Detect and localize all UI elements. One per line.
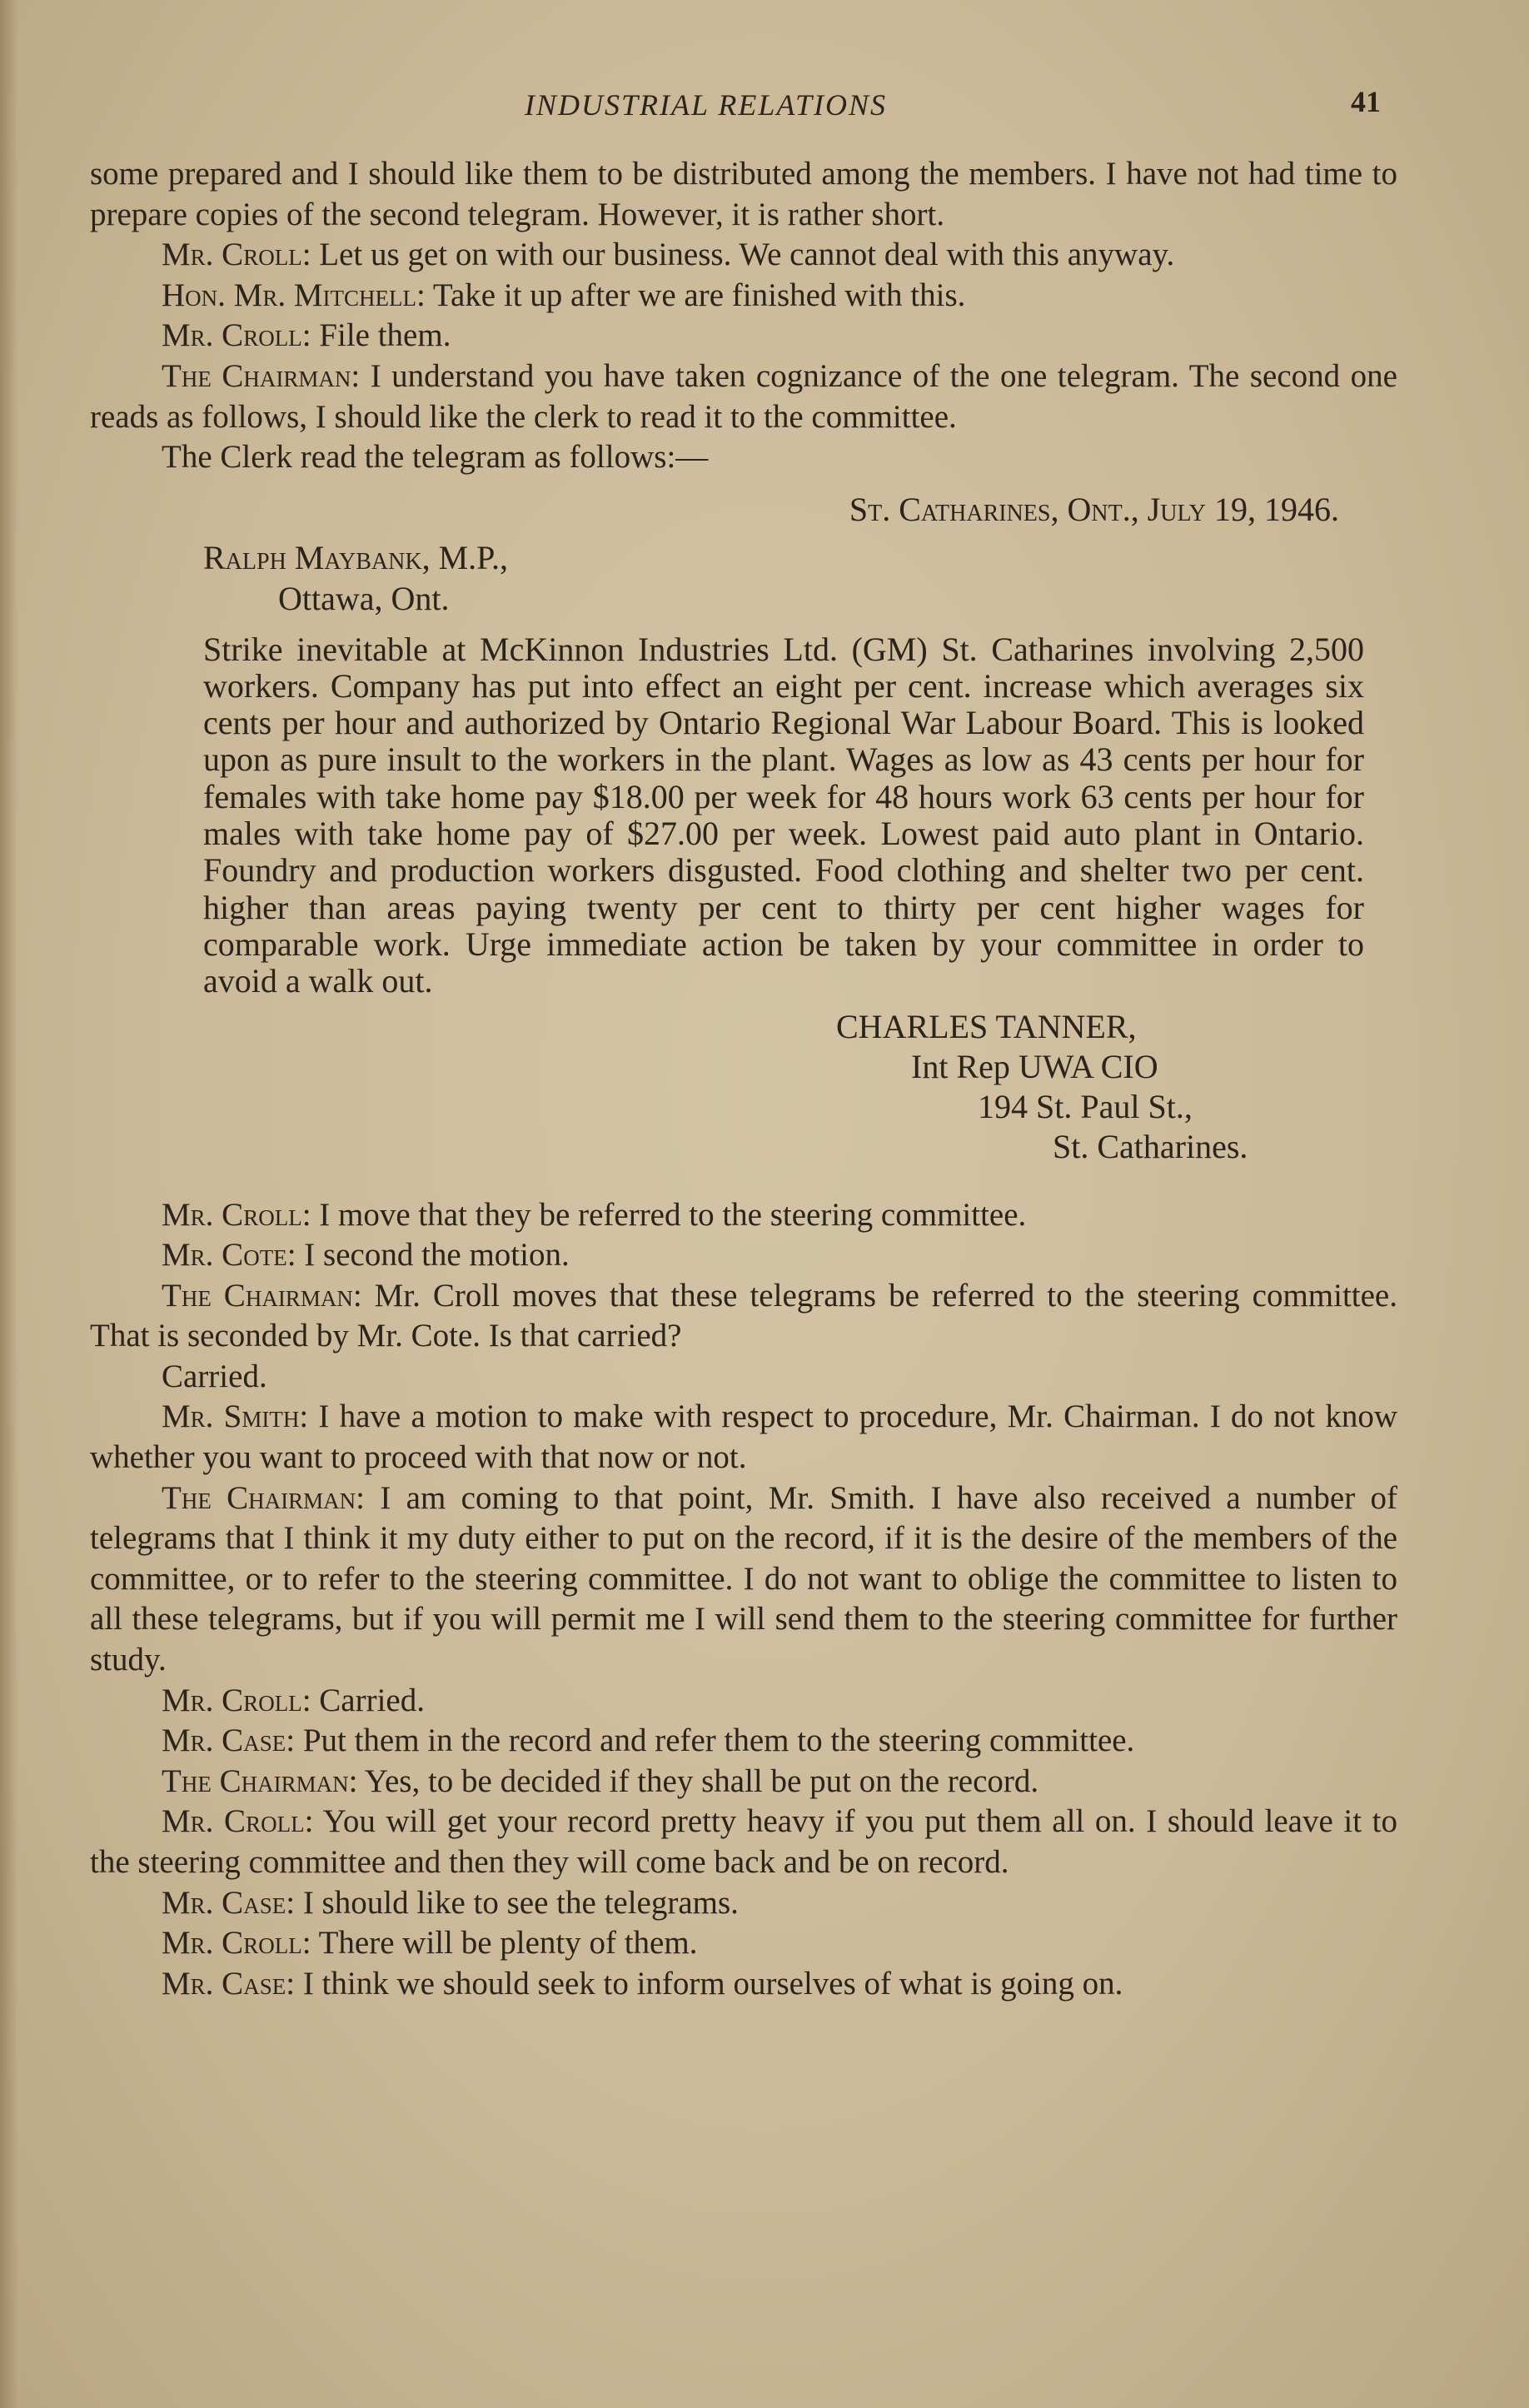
speech-paragraph: Mr. Croll: File them.: [162, 317, 451, 354]
page-header: [0, 87, 1529, 137]
page-number: 41: [1351, 85, 1381, 118]
signature-city: St. Catharines.: [1053, 1127, 1248, 1165]
speech-text: Put them in the record and refer them to the steering committee.: [302, 1722, 1135, 1759]
speech-text: Mr. Croll moves that these telegrams be referred to the steering committee. That is seconded by Mr. Cote. Is that carried?: [90, 1277, 1397, 1354]
telegram-address: [203, 538, 1364, 619]
speech-paragraph: Mr. Croll: There will be plenty of them.: [162, 1925, 698, 1962]
speaker-name: The Chairman: [162, 1277, 353, 1314]
telegram-addressee: Ralph Maybank, M.P.,: [203, 539, 508, 577]
speaker-name: Mr. Croll: [162, 1925, 302, 1962]
speech-text: Yes, to be decided if they shall be put on the record.: [364, 1762, 1039, 1799]
speech-text: Carried.: [319, 1682, 425, 1718]
speech-text: I am coming to that point, Mr. Smith. I have also received a number of telegrams that I think it my duty either to put on the record, if it is the desire of the members of the committee, or to refer to the steering committee. I do not want to oblige the committee to listen to all these telegrams, but if you will permit me I will send them to the steering committee for further study.: [90, 1479, 1398, 1678]
speaker-name: Mr. Cote: [162, 1237, 287, 1274]
speech-paragraph: The Chairman: Yes, to be decided if they shall be put on the record.: [162, 1762, 1039, 1799]
speech-text: I have a motion to make with respect to procedure, Mr. Chairman. I do not know whether you want to proceed with that now or not.: [90, 1398, 1397, 1476]
speech-text: There will be plenty of them.: [318, 1925, 698, 1962]
signature-title: Int Rep UWA CIO: [911, 1047, 1158, 1085]
narration-paragraph: Carried.: [162, 1358, 267, 1394]
telegram-block: [203, 538, 1364, 1166]
speech-paragraph: The Chairman: I am coming to that point, Mr. Smith. I have also received a number of telegrams that I think it my duty either to put on the record, if it is the desire of the members of the committee, or to refer to the steering committee. I do not want to oblige the committee to listen to all these telegrams, but if you will permit me I will send them to the steering committee for further study.: [90, 1479, 1398, 1678]
signature-street: 194 St. Paul St.,: [978, 1087, 1193, 1125]
speech-text: I should like to see the telegrams.: [302, 1884, 739, 1921]
speaker-name: The Chairman: [162, 1479, 356, 1516]
speaker-name: Mr. Croll: [162, 317, 302, 354]
paragraph-continuation: some prepared and I should like them to be distributed among the members. I have not had time to prepare copies of the second telegram. However, it is rather short.: [90, 156, 1397, 232]
speech-text: I move that they be referred to the steering committee.: [319, 1196, 1027, 1233]
speech-paragraph: The Chairman: Mr. Croll moves that these telegrams be referred to the steering committee. That is seconded by Mr. Cote. Is that carried?: [90, 1277, 1397, 1354]
speaker-name: Hon. Mr. Mitchell: [162, 277, 416, 313]
page-edge-shadow: [0, 0, 18, 2408]
speech-paragraph: Hon. Mr. Mitchell: Take it up after we are finished with this.: [162, 277, 966, 313]
speech-paragraph: The Chairman: I understand you have taken cognizance of the one telegram. The second one reads as follows, I should like the clerk to read it to the committee.: [90, 357, 1397, 435]
narration-paragraph: The Clerk read the telegram as follows:—: [162, 439, 709, 476]
speech-text: You will get your record pretty heavy if you put them all on. I should leave it to the steering committee and then they will come back and be on record.: [90, 1803, 1397, 1880]
speech-paragraph: Mr. Case: I think we should seek to inform ourselves of what is going on.: [162, 1965, 1123, 2002]
speech-text: I think we should seek to inform ourselves of what is going on.: [302, 1965, 1123, 2002]
speech-paragraph: Mr. Croll: I move that they be referred to the steering committee.: [162, 1196, 1027, 1233]
speech-paragraph: Mr. Case: Put them in the record and refer them to the steering committee.: [162, 1722, 1135, 1759]
speaker-name: Mr. Case: [162, 1884, 286, 1921]
speaker-name: Mr. Case: [162, 1965, 286, 2002]
speaker-name: The Chairman: [162, 1762, 349, 1799]
speaker-name: Mr. Croll: [162, 1196, 302, 1233]
speaker-name: Mr. Smith: [162, 1398, 300, 1435]
telegram-body: Strike inevitable at McKinnon Industries Ltd. (GM) St. Catharines involving 2,500 workers. Company has put into effect an eight per cent. increase which averages six cents per hour and authorized by Ontario Regional War Labour Board. This is looked upon as pure insult to the workers in the plant. Wages as low as 43 cents per hour for females with take home pay $18.00 per week for 48 hours work 63 cents per hour for males with take home pay of $27.00 per week. Lowest paid auto plant in Ontario. Foundry and production workers disgusted. Food clothing and shelter two per cent. higher than areas paying twenty per cent to thirty per cent higher wages for comparable work. Urge immediate action be taken by your committee in order to avoid a walk out.: [203, 630, 1364, 1000]
speaker-name: Mr. Croll: [162, 1803, 305, 1840]
telegram-address-city: Ottawa, Ont.: [278, 579, 450, 617]
speech-paragraph: Mr. Croll: Carried.: [162, 1682, 425, 1718]
speaker-name: Mr. Croll: [162, 237, 302, 273]
speech-paragraph: Mr. Croll: Let us get on with our business. We cannot deal with this anyway.: [162, 237, 1175, 273]
telegram-dateline: St. Catharines, Ont., July 19, 1946.: [849, 490, 1339, 528]
speaker-name: Mr. Croll: [162, 1682, 302, 1718]
page-body: [90, 154, 1397, 2004]
speaker-name: Mr. Case: [162, 1722, 286, 1759]
speech-text: I second the motion.: [304, 1237, 570, 1274]
telegram-signature: [203, 1007, 1364, 1167]
speaker-name: The Chairman: [162, 357, 351, 394]
running-head: INDUSTRIAL RELATIONS: [525, 88, 888, 122]
speech-text: Take it up after we are finished with this.: [432, 277, 966, 313]
speech-paragraph: Mr. Croll: You will get your record pretty heavy if you put them all on. I should leave it to the steering committee and then they will come back and be on record.: [90, 1803, 1397, 1880]
speech-text: I understand you have taken cognizance of the one telegram. The second one reads as follows, I should like the clerk to read it to the committee.: [90, 357, 1397, 435]
speech-paragraph: Mr. Smith: I have a motion to make with respect to procedure, Mr. Chairman. I do not know whether you want to proceed with that now or not.: [90, 1398, 1397, 1476]
speech-text: Let us get on with our business. We cannot deal with this anyway.: [319, 237, 1175, 273]
speech-paragraph: Mr. Cote: I second the motion.: [162, 1237, 570, 1274]
signature-name: CHARLES TANNER,: [836, 1007, 1137, 1045]
speech-paragraph: Mr. Case: I should like to see the telegrams.: [162, 1884, 739, 1921]
speech-text: File them.: [319, 317, 451, 354]
